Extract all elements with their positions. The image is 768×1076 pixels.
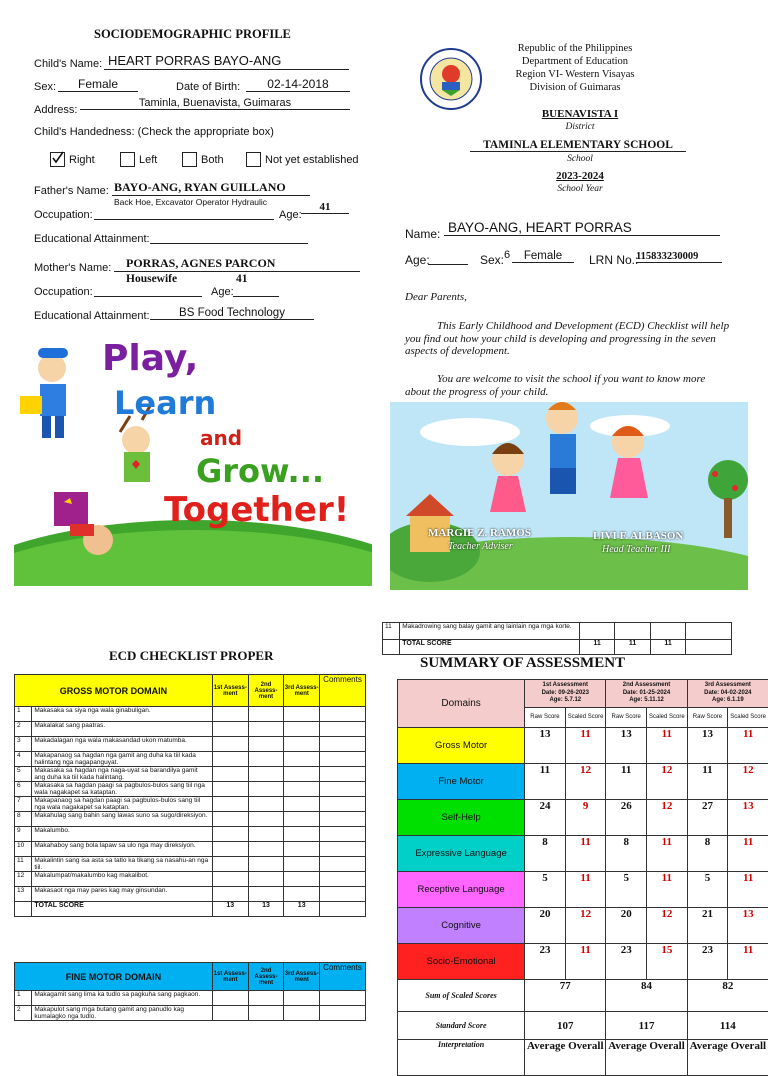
sum-scaled-2: 84: [606, 980, 687, 1012]
domain-name: Gross Motor: [398, 728, 525, 764]
mother-occupation-value: Housewife: [126, 273, 177, 285]
checklist-title: ECD CHECKLIST PROPER: [109, 648, 273, 664]
interpretation-2: Average Overall: [606, 1040, 687, 1076]
gross-item-score-1: [212, 737, 248, 752]
gross-item-score-3: [284, 797, 320, 812]
fine-item-score-1: [212, 991, 248, 1006]
gross-item-number: 9: [15, 827, 32, 842]
raw-score: 27: [687, 800, 728, 836]
option-not-yet-label: Not yet established: [265, 154, 359, 166]
signatory-2-role: Head Teacher III: [602, 544, 671, 555]
gross-item-text: Makahulag sang bahin sang lawas suno sa sugo/direksiyon.: [32, 812, 213, 827]
gross-motor-items: [15, 707, 366, 902]
drawing-total-1: 11: [579, 640, 615, 655]
gross-item-comment: [320, 752, 366, 767]
gross-item-comment: [320, 737, 366, 752]
gross-item-number: 1: [15, 707, 32, 722]
father-label: Father's Name:: [34, 185, 109, 197]
father-occupation-label: Occupation:: [34, 209, 93, 221]
gross-item-score-2: [248, 812, 284, 827]
summary-row: [398, 800, 768, 836]
gross-item-score-2: [248, 797, 284, 812]
handedness-label: Child's Handedness: (Check the appropriate box): [34, 126, 274, 138]
school-name: TAMINLA ELEMENTARY SCHOOL: [470, 139, 686, 152]
fine-comments-header: Comments: [320, 963, 366, 991]
gross-item-text: Makahaboy sang bola lapaw sa ulo nga may direksiyon.: [32, 842, 213, 857]
student-sex-value: Female: [512, 250, 574, 263]
division-text: Division of Guimaras: [500, 82, 650, 93]
raw-score: 8: [606, 836, 647, 872]
assess-2-header: 2nd Assess-ment: [248, 675, 284, 707]
gross-item-score-3: [284, 767, 320, 782]
gross-item-text: Makalintin sang isa asta sa tatlo ka tikang sa nasahu-an nga tiil.: [32, 857, 213, 872]
gross-item-score-1: [212, 767, 248, 782]
scaled-score-header-2: Scaled Score: [647, 708, 688, 728]
gross-item-number: 8: [15, 812, 32, 827]
gross-item-score-3: [284, 872, 320, 887]
student-age-line: [428, 252, 468, 265]
option-left-label: Left: [139, 154, 157, 166]
raw-score: 5: [687, 872, 728, 908]
scaled-score: 15: [647, 944, 688, 980]
drawing-item-table: [382, 622, 732, 655]
scaled-score: 12: [647, 800, 688, 836]
signatory-1-role: Teacher Adviser: [448, 541, 513, 552]
gross-item-text: Makapanaog sa hagdan paagi sa pagbulos-bulos sang tiil nga wala nagakapet sa kataptan.: [32, 797, 213, 812]
sum-scaled-1: 77: [525, 980, 606, 1012]
raw-score: 8: [687, 836, 728, 872]
father-occupation-value: Back Hoe, Excavator Operator Hydraulic: [114, 197, 267, 207]
gross-item-text: Makalakat sang paatras.: [32, 722, 213, 737]
summary-row: [398, 908, 768, 944]
mother-label: Mother's Name:: [34, 262, 111, 274]
gross-item-comment: [320, 887, 366, 902]
scaled-score: 9: [565, 800, 606, 836]
gross-item-score-1: [212, 827, 248, 842]
gross-item-score-3: [284, 812, 320, 827]
school-year-label: School Year: [500, 184, 660, 194]
gross-item-row: [15, 737, 366, 752]
gross-item-row: [15, 872, 366, 887]
child-name-value: HEART PORRAS BAYO-ANG: [108, 53, 281, 68]
standard-score-2: 117: [606, 1012, 687, 1040]
letter-salutation: Dear Parents,: [405, 291, 467, 303]
assess-1-header: 1st Assess-ment: [212, 675, 248, 707]
gross-item-comment: [320, 812, 366, 827]
school-year-value: 2023-2024: [500, 170, 660, 182]
address-value: Taminla, Buenavista, Guimaras: [80, 97, 350, 110]
handedness-not-yet[interactable]: [246, 152, 359, 167]
gross-item-score-3: [284, 857, 320, 872]
child-name-field: [104, 52, 349, 70]
domain-name: Self-Help: [398, 800, 525, 836]
banner-learn-text: Learn: [114, 384, 216, 422]
assessment-2-title: 2nd Assessment: [606, 682, 686, 690]
assessment-2-date: Date: 01-25-2024: [606, 690, 686, 698]
scaled-score: 11: [647, 836, 688, 872]
fine-item-comment: [320, 1006, 366, 1021]
interpretation-3: Average Overall: [687, 1040, 768, 1076]
fine-item-score-1: [212, 1006, 248, 1021]
domain-name: Expressive Language: [398, 836, 525, 872]
region-text: Region VI- Western Visayas: [500, 69, 650, 80]
fine-item-comment: [320, 991, 366, 1006]
raw-score: 5: [606, 872, 647, 908]
raw-score-header-1: Raw Score: [525, 708, 566, 728]
scaled-score: 11: [565, 872, 606, 908]
summary-row: [398, 836, 768, 872]
gross-item-score-3: [284, 737, 320, 752]
student-name-value: BAYO-ANG, HEART PORRAS: [444, 220, 720, 236]
gross-item-row: [15, 782, 366, 797]
fine-item-number: 2: [15, 1006, 32, 1021]
raw-score: 21: [687, 908, 728, 944]
fine-assess-2-header: 2nd Assess-ment: [248, 963, 284, 991]
banner-play-text: Play,: [102, 340, 198, 379]
kids-illustration: [390, 402, 748, 590]
father-occupation-line: [94, 207, 274, 220]
gross-item-score-2: [248, 842, 284, 857]
fine-motor-items: [15, 991, 366, 1021]
gross-total-1: 13: [212, 902, 248, 917]
gross-item-text: Makasaka sa hagdan paagi sa pagbulos-bulos sang tiil nga wala nagakapet sa kataptan.: [32, 782, 213, 797]
raw-score: 11: [606, 764, 647, 800]
student-lrn-value: 115833230009: [636, 251, 722, 263]
mother-age-line: [233, 284, 279, 297]
summary-table: [397, 679, 768, 1076]
father-name-value: BAYO-ANG, RYAN GUILLANO: [112, 180, 310, 196]
summary-rows: [398, 728, 768, 980]
signatory-2-name: LIVI F. ALBASON: [593, 530, 683, 542]
standard-score-label: Standard Score: [398, 1012, 525, 1040]
fine-item-number: 1: [15, 991, 32, 1006]
fine-item-row: [15, 1006, 366, 1021]
raw-score: 23: [525, 944, 566, 980]
checkbox-icon: [246, 152, 261, 167]
raw-score: 23: [606, 944, 647, 980]
scaled-score: 12: [647, 908, 688, 944]
gross-item-score-1: [212, 857, 248, 872]
gross-item-row: [15, 752, 366, 767]
gross-item-row: [15, 842, 366, 857]
father-educ-line: [150, 231, 308, 244]
gross-item-row: [15, 812, 366, 827]
gross-item-number: 2: [15, 722, 32, 737]
fine-item-score-3: [284, 991, 320, 1006]
student-age-label: Age:: [405, 253, 430, 267]
mother-name-value: PORRAS, AGNES PARCON: [114, 256, 360, 272]
student-sex-label: Sex:: [480, 253, 504, 267]
gross-item-comment: [320, 797, 366, 812]
scaled-score: 11: [728, 944, 768, 980]
summary-title: SUMMARY OF ASSESSMENT: [420, 655, 625, 672]
gross-item-score-2: [248, 782, 284, 797]
gross-item-number: 3: [15, 737, 32, 752]
fine-motor-table: [14, 962, 366, 1021]
gross-item-score-1: [212, 722, 248, 737]
child-name-label: Child's Name:: [34, 58, 102, 70]
scaled-score: 11: [565, 944, 606, 980]
fine-item-score-3: [284, 1006, 320, 1021]
mother-educ-label: Educational Attainment:: [34, 310, 150, 322]
republic-text: Republic of the Philippines: [500, 43, 650, 54]
signatory-1-name: MARGIE Z. RAMOS: [428, 527, 531, 539]
domain-name: Cognitive: [398, 908, 525, 944]
domain-name: Receptive Language: [398, 872, 525, 908]
assessment-1-header: [525, 680, 606, 708]
gross-item-score-1: [212, 887, 248, 902]
mother-age-value: 41: [236, 273, 248, 285]
banner-and-text: and: [200, 426, 242, 450]
gross-item-score-2: [248, 887, 284, 902]
option-both-label: Both: [201, 154, 224, 166]
father-educ-label: Educational Attainment:: [34, 233, 150, 245]
gross-item-text: Makasaka sa siya nga wala ginabuligan.: [32, 707, 213, 722]
raw-score: 23: [687, 944, 728, 980]
gross-item-comment: [320, 782, 366, 797]
gross-item-text: Makasaot nga may pares kag may ginsundan.: [32, 887, 213, 902]
assessment-1-age: Age: 5.7.12: [525, 697, 605, 705]
mother-occupation-label: Occupation:: [34, 286, 93, 298]
handedness-both[interactable]: [182, 152, 224, 167]
gross-item-row: [15, 797, 366, 812]
summary-row: [398, 764, 768, 800]
drawing-total-2: 11: [615, 640, 651, 655]
raw-score-header-3: Raw Score: [687, 708, 728, 728]
assessment-1-title: 1st Assessment: [525, 682, 605, 690]
scaled-score: 13: [728, 800, 768, 836]
scaled-score-header-3: Scaled Score: [728, 708, 768, 728]
banner-together-text: Together!: [164, 490, 349, 530]
gross-item-row: [15, 722, 366, 737]
gross-item-score-3: [284, 842, 320, 857]
kids-banner: [390, 402, 748, 590]
mother-occupation-line: [94, 284, 202, 297]
student-sex-stray: 6: [504, 249, 510, 261]
checkbox-checked-icon: [50, 152, 65, 167]
domains-header: Domains: [398, 680, 525, 728]
gross-item-number: 13: [15, 887, 32, 902]
gross-item-score-1: [212, 782, 248, 797]
assessment-2-age: Age: 5.11.12: [606, 697, 686, 705]
gross-item-text: Makadalagan nga wala makasandad ukon matumba.: [32, 737, 213, 752]
scaled-score: 11: [728, 728, 768, 764]
banner-grow-text: Grow...: [196, 452, 324, 490]
gross-item-text: Makasaka sa hagdan nga naga-uyat sa barandilya gamit ang duha ka tiil kada halintang.: [32, 767, 213, 782]
gross-item-score-1: [212, 797, 248, 812]
sum-scaled-label: Sum of Scaled Scores: [398, 980, 525, 1012]
raw-score-header-2: Raw Score: [606, 708, 647, 728]
summary-row: [398, 872, 768, 908]
gross-item-row: [15, 887, 366, 902]
handedness-left[interactable]: [120, 152, 157, 167]
play-learn-grow-banner: [14, 340, 372, 586]
checkbox-icon: [182, 152, 197, 167]
letter-paragraph-1: This Early Childhood and Development (ECD) Checklist will help you find out how your child is developing and progressing in the seven aspects of development.: [405, 320, 731, 358]
summary-row: [398, 944, 768, 980]
gross-item-number: 6: [15, 782, 32, 797]
fine-assess-3-header: 3rd Assess-ment: [284, 963, 320, 991]
handedness-right[interactable]: [50, 152, 95, 167]
assessment-3-header: [687, 680, 768, 708]
gross-item-score-3: [284, 887, 320, 902]
drawing-total-3: 11: [650, 640, 686, 655]
domain-name: Fine Motor: [398, 764, 525, 800]
assessment-3-title: 3rd Assessment: [688, 682, 768, 690]
gross-item-row: [15, 767, 366, 782]
assessment-1-date: Date: 09-26-2023: [525, 690, 605, 698]
gross-total-label: TOTAL SCORE: [32, 902, 213, 917]
gross-item-comment: [320, 827, 366, 842]
raw-score: 13: [525, 728, 566, 764]
scaled-score: 11: [728, 836, 768, 872]
scaled-score: 12: [565, 908, 606, 944]
gross-item-text: Makalumbo.: [32, 827, 213, 842]
gross-item-score-2: [248, 737, 284, 752]
scaled-score-header-1: Scaled Score: [565, 708, 606, 728]
gross-item-comment: [320, 857, 366, 872]
gross-item-comment: [320, 707, 366, 722]
father-age-label: Age:: [279, 209, 302, 221]
fine-assess-1-header: 1st Assess-ment: [212, 963, 248, 991]
summary-row: [398, 728, 768, 764]
gross-item-row: [15, 707, 366, 722]
gross-item-number: 4: [15, 752, 32, 767]
father-age-value: 41: [301, 201, 349, 214]
interpretation-label: Interpretation: [398, 1040, 525, 1076]
fine-item-row: [15, 991, 366, 1006]
dob-label: Date of Birth:: [176, 81, 240, 93]
domain-name: Socio-Emotional: [398, 944, 525, 980]
assessment-2-header: [606, 680, 687, 708]
gross-item-row: [15, 857, 366, 872]
standard-score-1: 107: [525, 1012, 606, 1040]
scaled-score: 11: [647, 728, 688, 764]
assess-3-header: 3rd Assess-ment: [284, 675, 320, 707]
option-right-label: Right: [69, 154, 95, 166]
raw-score: 20: [525, 908, 566, 944]
raw-score: 26: [606, 800, 647, 836]
gross-item-score-3: [284, 752, 320, 767]
gross-item-number: 7: [15, 797, 32, 812]
gross-item-score-2: [248, 707, 284, 722]
assessment-3-age: Age: 6.1.19: [688, 697, 768, 705]
gross-item-score-1: [212, 872, 248, 887]
assessment-3-date: Date: 04-02-2024: [688, 690, 768, 698]
raw-score: 13: [687, 728, 728, 764]
scaled-score: 12: [728, 764, 768, 800]
fine-item-text: Makagamit sang lima ka tudlo sa pagkuha sang pagkaon.: [32, 991, 213, 1006]
student-name-label: Name:: [405, 227, 440, 241]
gross-item-number: 5: [15, 767, 32, 782]
gross-item-score-2: [248, 857, 284, 872]
gross-item-score-1: [212, 842, 248, 857]
gross-item-number: 12: [15, 872, 32, 887]
profile-title: SOCIODEMOGRAPHIC PROFILE: [94, 27, 291, 42]
comments-header: Comments: [320, 675, 366, 707]
gross-motor-table: [14, 674, 366, 917]
raw-score: 24: [525, 800, 566, 836]
fine-item-score-2: [248, 991, 284, 1006]
sex-label: Sex:: [34, 81, 56, 93]
raw-score: 20: [606, 908, 647, 944]
gross-item-score-3: [284, 722, 320, 737]
sum-scaled-3: 82: [687, 980, 768, 1012]
student-lrn-label: LRN No.:: [589, 253, 638, 267]
fine-item-score-2: [248, 1006, 284, 1021]
fine-item-text: Makapulot sang mga butang gamit ang panudlo kag kumalagko nga tudlo.: [32, 1006, 213, 1021]
gross-item-number: 10: [15, 842, 32, 857]
drawing-item-num: 11: [383, 623, 400, 640]
raw-score: 13: [606, 728, 647, 764]
mother-educ-value: BS Food Technology: [150, 307, 314, 320]
gross-total-3: 13: [284, 902, 320, 917]
gross-item-number: 11: [15, 857, 32, 872]
gross-item-text: Makapanaog sa hagdan nga gamit ang duha ka tiil kada halintang nga nagapanguyat.: [32, 752, 213, 767]
gross-item-score-2: [248, 827, 284, 842]
gross-item-score-1: [212, 812, 248, 827]
gross-item-score-2: [248, 872, 284, 887]
fine-motor-header: FINE MOTOR DOMAIN: [15, 963, 213, 991]
scaled-score: 11: [565, 728, 606, 764]
checkbox-icon: [120, 152, 135, 167]
gross-item-text: Makalumpat/makalumbo kag makalibot.: [32, 872, 213, 887]
gross-item-score-2: [248, 752, 284, 767]
gross-item-score-3: [284, 827, 320, 842]
district-label: District: [500, 122, 660, 132]
sex-value: Female: [58, 77, 138, 92]
scaled-score: 11: [565, 836, 606, 872]
district-value: BUENAVISTA I: [500, 108, 660, 120]
drawing-item-text: Makadrowing sang balay gamit ang lainlain nga mga korte.: [400, 623, 580, 640]
gross-item-score-3: [284, 707, 320, 722]
dept-text: Department of Education: [500, 56, 650, 67]
scaled-score: 12: [565, 764, 606, 800]
gross-item-comment: [320, 722, 366, 737]
mother-age-label: Age:: [211, 286, 234, 298]
gross-item-comment: [320, 767, 366, 782]
dob-value: 02-14-2018: [246, 77, 350, 92]
scaled-score: 11: [728, 872, 768, 908]
address-label: Address:: [34, 104, 77, 116]
gross-item-score-2: [248, 767, 284, 782]
gross-item-comment: [320, 842, 366, 857]
drawing-total-label: TOTAL SCORE: [400, 640, 580, 655]
gross-item-score-1: [212, 707, 248, 722]
scaled-score: 13: [728, 908, 768, 944]
gross-item-comment: [320, 872, 366, 887]
letter-paragraph-2: You are welcome to visit the school if you want to know more about the progress of your child.: [405, 373, 731, 398]
school-label: School: [500, 154, 660, 164]
gross-item-score-3: [284, 782, 320, 797]
standard-score-3: 114: [687, 1012, 768, 1040]
raw-score: 11: [525, 764, 566, 800]
interpretation-1: Average Overall: [525, 1040, 606, 1076]
seal-icon: [420, 48, 482, 110]
deped-seal: [420, 48, 482, 110]
raw-score: 8: [525, 836, 566, 872]
raw-score: 5: [525, 872, 566, 908]
gross-item-score-1: [212, 752, 248, 767]
gross-motor-header: GROSS MOTOR DOMAIN: [15, 675, 213, 707]
raw-score: 11: [687, 764, 728, 800]
gross-item-score-2: [248, 722, 284, 737]
scaled-score: 11: [647, 872, 688, 908]
scaled-score: 12: [647, 764, 688, 800]
gross-item-row: [15, 827, 366, 842]
gross-total-2: 13: [248, 902, 284, 917]
